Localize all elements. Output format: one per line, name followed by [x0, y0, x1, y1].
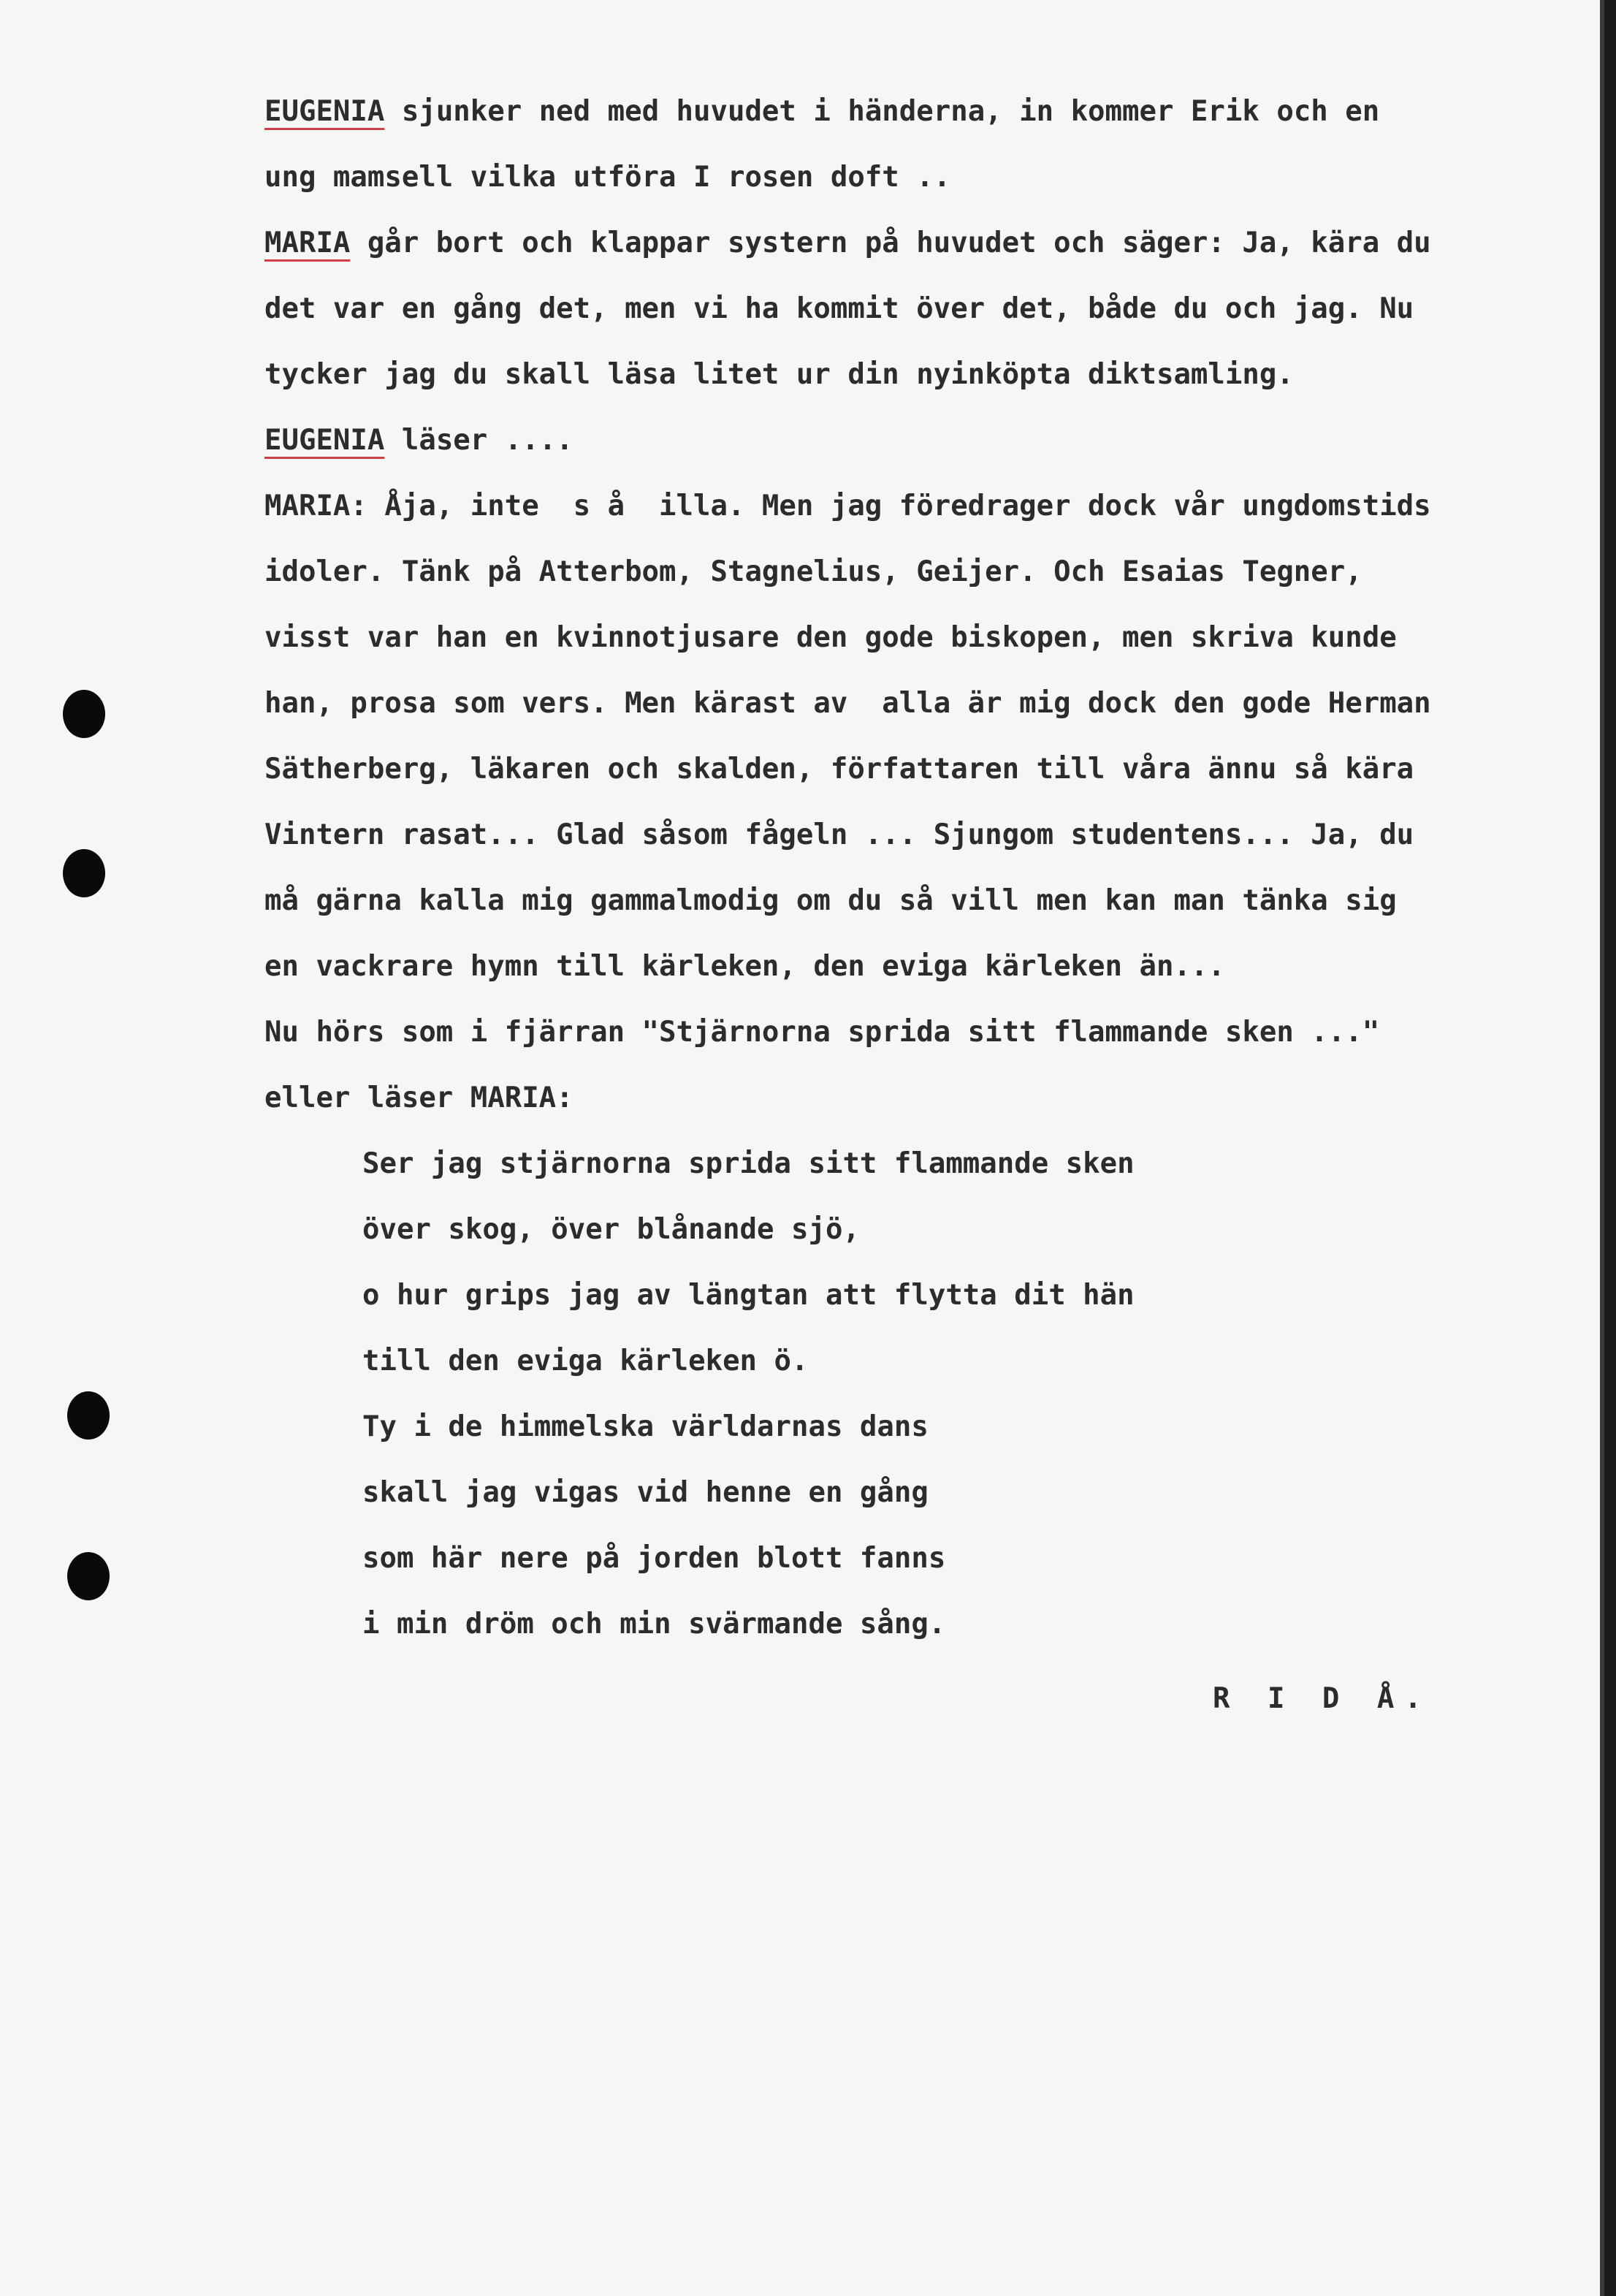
punch-hole [67, 1552, 110, 1600]
poem-line: o hur grips jag av längtan att flytta dit hän [362, 1279, 1135, 1312]
poem-line: till den eviga kärleken ö. [362, 1345, 809, 1377]
line-text: Vintern rasat... Glad såsom fågeln ... Sjungom studentens... Ja, du [264, 818, 1414, 851]
text-line [264, 868, 1594, 934]
text-line [264, 671, 1594, 737]
text-line [264, 276, 1594, 342]
poem-block [264, 1131, 1594, 1657]
poem-line: i min dröm och min svärmande sång. [362, 1608, 946, 1641]
poem-line: över skog, över blånande sjö, [362, 1213, 860, 1246]
poem-line: som här nere på jorden blott fanns [362, 1542, 946, 1575]
text-line [264, 1000, 1594, 1065]
text-line [264, 605, 1594, 671]
punch-hole [67, 1391, 110, 1440]
text-line [264, 539, 1594, 605]
line-text: går bort och klappar systern på huvudet och säger: Ja, kära du [350, 227, 1431, 259]
poem-line: Ser jag stjärnorna sprida sitt flammande sken [362, 1147, 1135, 1180]
line-text: MARIA: Åja, inte s å illa. Men jag föredrager dock vår ungdomstids [264, 490, 1431, 522]
poem-line: Ty i de himmelska världarnas dans [362, 1410, 929, 1443]
text-line [264, 79, 1594, 145]
line-text: må gärna kalla mig gammalmodig om du så vill men kan man tänka sig [264, 884, 1397, 917]
line-text: Nu hörs som i fjärran "Stjärnorna sprida sitt flammande sken ..." [264, 1016, 1380, 1049]
text-line [264, 210, 1594, 276]
punch-hole [63, 849, 105, 897]
text-line [264, 1065, 1594, 1131]
text-line [264, 474, 1594, 539]
text-line [264, 737, 1594, 802]
text-line [264, 802, 1594, 868]
speaker-name: EUGENIA [264, 424, 385, 457]
punch-hole [63, 690, 105, 738]
line-text: Sätherberg, läkaren och skalden, författaren till våra ännu så kära [264, 753, 1414, 786]
line-text: en vackrare hymn till kärleken, den eviga kärleken än... [264, 950, 1225, 983]
line-text: sjunker ned med huvudet i händerna, in kommer Erik och en [384, 95, 1380, 128]
script-text [264, 79, 1594, 1657]
text-line [264, 408, 1594, 474]
line-text: tycker jag du skall läsa litet ur din nyinköpta diktsamling. [264, 358, 1294, 391]
text-line [264, 145, 1594, 210]
poem-line: skall jag vigas vid henne en gång [362, 1476, 929, 1509]
line-text: läser .... [384, 424, 573, 457]
line-text: idoler. Tänk på Atterbom, Stagnelius, Geijer. Och Esaias Tegner, [264, 555, 1362, 588]
line-text: eller läser MARIA: [264, 1082, 573, 1114]
line-text: visst var han en kvinnotjusare den gode biskopen, men skriva kunde [264, 621, 1397, 654]
text-line [264, 342, 1594, 408]
speaker-name: EUGENIA [264, 95, 385, 128]
line-text: han, prosa som vers. Men kärast av alla är mig dock den gode Herman [264, 687, 1431, 720]
line-text: det var en gång det, men vi ha kommit över det, både du och jag. Nu [264, 292, 1414, 325]
curtain-closing: R I D Å. [1213, 1682, 1432, 1715]
line-text: ung mamsell vilka utföra I rosen doft .. [264, 161, 951, 194]
speaker-name: MARIA [264, 227, 351, 259]
text-line [264, 934, 1594, 1000]
